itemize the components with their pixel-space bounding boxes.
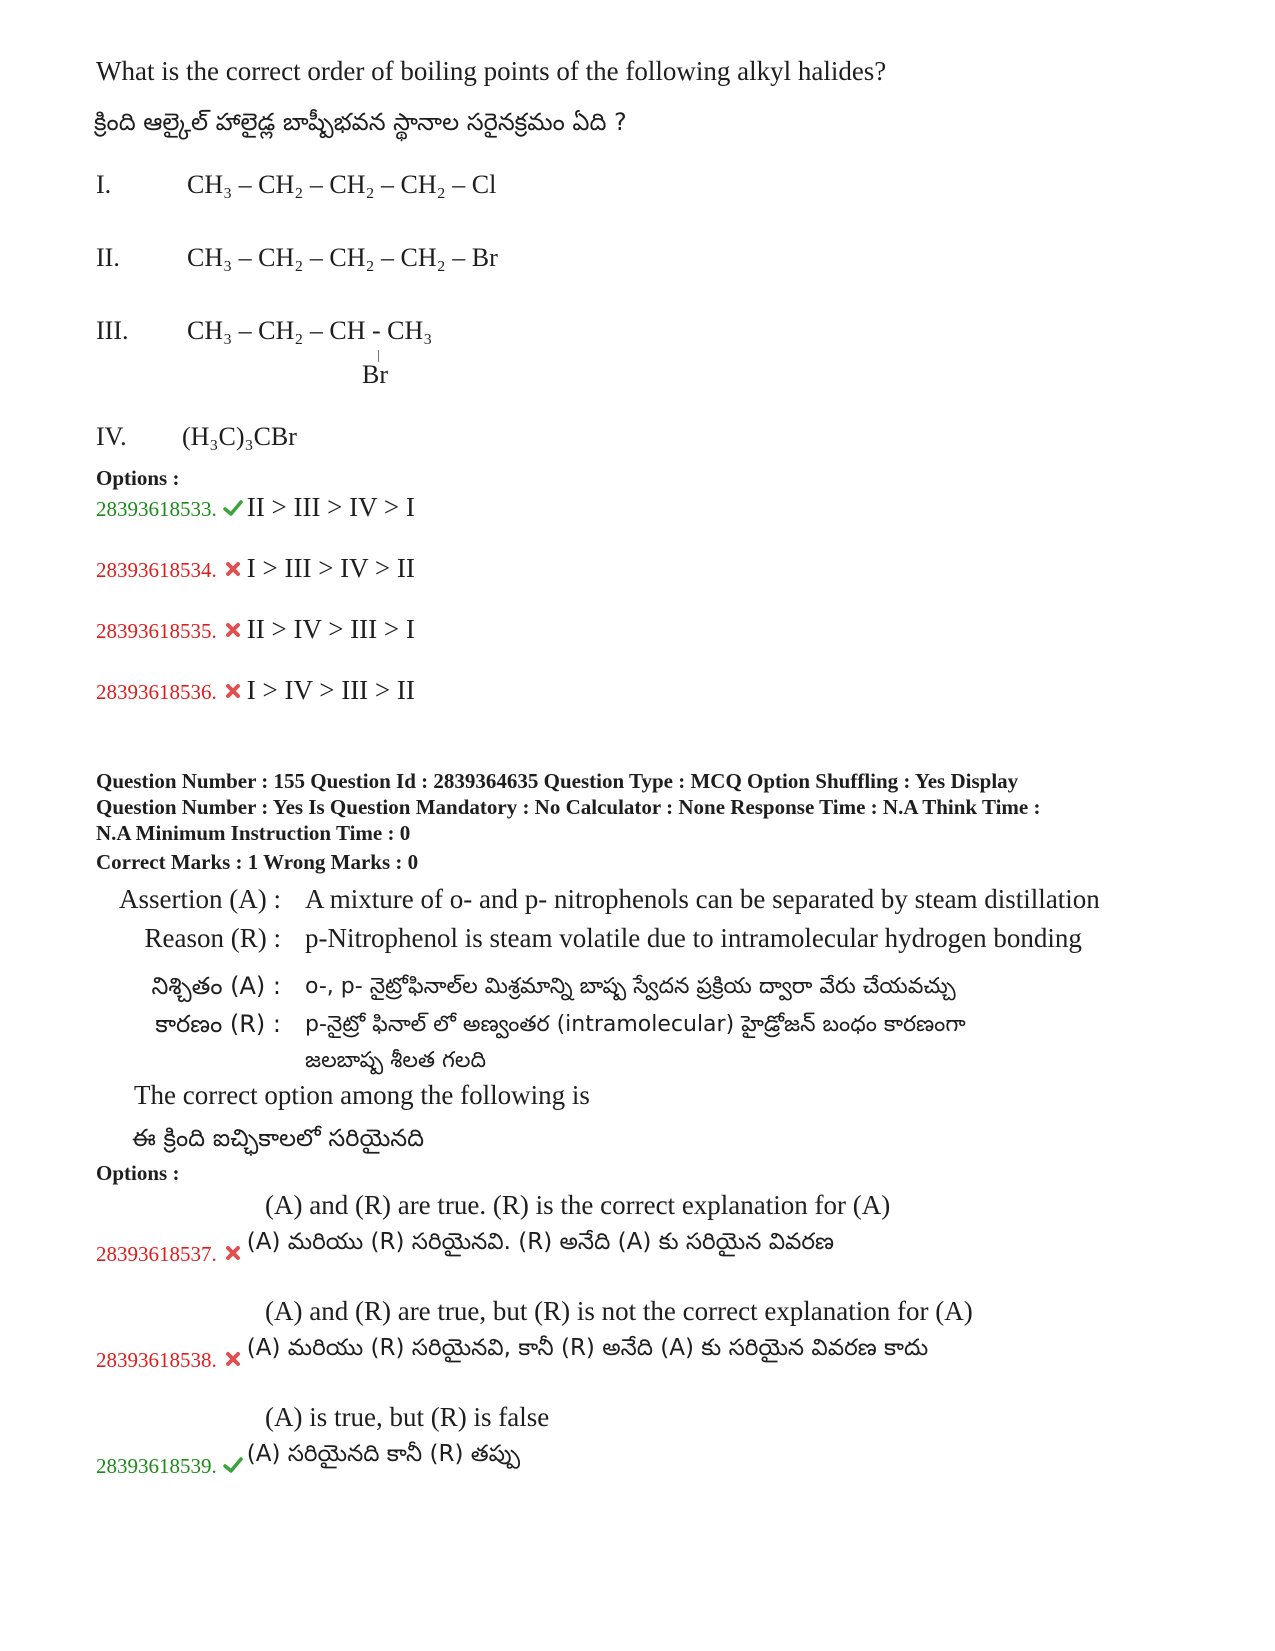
option-text-te: (A) సరియైనది కానీ (R) తప్పు — [246, 1441, 521, 1467]
reason-text-te-1: p-నైట్రో ఫినాల్ లో అణ్వంతర (intramolecular) హైడ్రోజన్ బంధం కారణంగా — [305, 1012, 966, 1037]
reason-text-te-2: జలబాష్ప శీలత గలది — [305, 1048, 486, 1073]
check-icon — [223, 1455, 243, 1475]
item-roman-4: IV. — [96, 422, 127, 451]
option-id: 28393618533. — [96, 497, 217, 521]
question-text-en: What is the correct order of boiling points of the following alkyl halides? — [96, 56, 887, 86]
cross-icon — [223, 1349, 243, 1369]
formula-text: CH₃ – CH₂ – CH - CH₃ — [187, 316, 433, 345]
meta-line: Question Number : 155 Question Id : 2839364635 Question Type : MCQ Option Shuffling : Yes Display — [96, 769, 1019, 793]
option-row — [96, 1229, 835, 1266]
meta-line: N.A Minimum Instruction Time : 0 — [96, 821, 411, 845]
check-icon — [223, 498, 243, 518]
prompt-te: ఈ క్రింది ఐచ్ఛికాలలో సరియైనది — [132, 1124, 425, 1152]
formula-text: CH₃ – CH₂ – CH₂ – CH₂ – Br — [187, 243, 498, 272]
cross-icon — [223, 1243, 243, 1263]
option-text-te: (A) మరియు (R) సరియైనవి. (R) అనేది (A) కు సరియైన వివరణ — [246, 1229, 835, 1255]
assertion-label-te: నిశ్చితం (A) : — [151, 972, 281, 1000]
item-roman-1: I. — [96, 170, 112, 199]
item-formula-1 — [187, 170, 496, 200]
option-text-en: (A) and (R) are true. (R) is the correct explanation for (A) — [265, 1190, 891, 1220]
item-formula-4: (H₃C)₃CBr — [182, 422, 297, 451]
option-row — [96, 614, 415, 645]
assertion-label: Assertion (A) : — [119, 884, 281, 914]
option-row — [96, 1335, 929, 1372]
question-meta — [96, 768, 1196, 846]
formula-text: CH₃ – CH₂ – CH₂ – CH₂ – Cl — [187, 170, 497, 199]
options-label: Options : — [96, 1161, 180, 1185]
item-formula-3 — [187, 316, 432, 346]
assertion-text: A mixture of o- and p- nitrophenols can be separated by steam distillation — [305, 884, 1100, 914]
option-row — [96, 492, 415, 523]
item-roman-3: III. — [96, 316, 129, 345]
option-row — [96, 553, 415, 584]
option-text: II > IV > III > I — [246, 614, 415, 644]
reason-text: p-Nitrophenol is steam volatile due to intramolecular hydrogen bonding — [305, 923, 1082, 953]
option-id: 28393618537. — [96, 1242, 217, 1266]
option-id: 28393618538. — [96, 1348, 217, 1372]
question-text-te: క్రింది ఆల్కైల్ హాలైడ్ల బాష్పీభవన స్థానాల సరైనక్రమం ఏది ? — [94, 108, 627, 136]
option-row — [96, 1441, 521, 1478]
option-id: 28393618535. — [96, 619, 217, 643]
reason-label: Reason (R) : — [144, 923, 281, 953]
option-row — [96, 675, 415, 706]
option-text: I > IV > III > II — [246, 675, 415, 705]
cross-icon — [223, 620, 243, 640]
cross-icon — [223, 559, 243, 579]
option-text: I > III > IV > II — [246, 553, 415, 583]
marks-info: Correct Marks : 1 Wrong Marks : 0 — [96, 850, 419, 874]
item-formula-2 — [187, 243, 498, 273]
option-text-en: (A) is true, but (R) is false — [265, 1402, 550, 1432]
option-id: 28393618536. — [96, 680, 217, 704]
option-id: 28393618534. — [96, 558, 217, 582]
item-branch-3: Br — [362, 360, 388, 389]
assertion-text-te: o-, p- నైట్రోఫినాల్‌ల మిశ్రమాన్ని బాష్ప స్వేదన ప్రక్రియ ద్వారా వేరు చేయవచ్చు — [305, 974, 956, 999]
reason-label-te: కారణం (R) : — [155, 1010, 281, 1038]
option-id: 28393618539. — [96, 1454, 217, 1478]
item-roman-2: II. — [96, 243, 120, 272]
option-text-en: (A) and (R) are true, but (R) is not the correct explanation for (A) — [265, 1296, 973, 1326]
meta-line: Question Number : Yes Is Question Mandatory : No Calculator : None Response Time : N.A Think Time : — [96, 795, 1041, 819]
cross-icon — [223, 681, 243, 701]
option-text-te: (A) మరియు (R) సరియైనవి, కానీ (R) అనేది (A) కు సరియైన వివరణ కాదు — [246, 1335, 929, 1361]
prompt-en: The correct option among the following is — [134, 1080, 590, 1110]
options-label: Options : — [96, 466, 180, 490]
option-text: II > III > IV > I — [246, 492, 415, 522]
